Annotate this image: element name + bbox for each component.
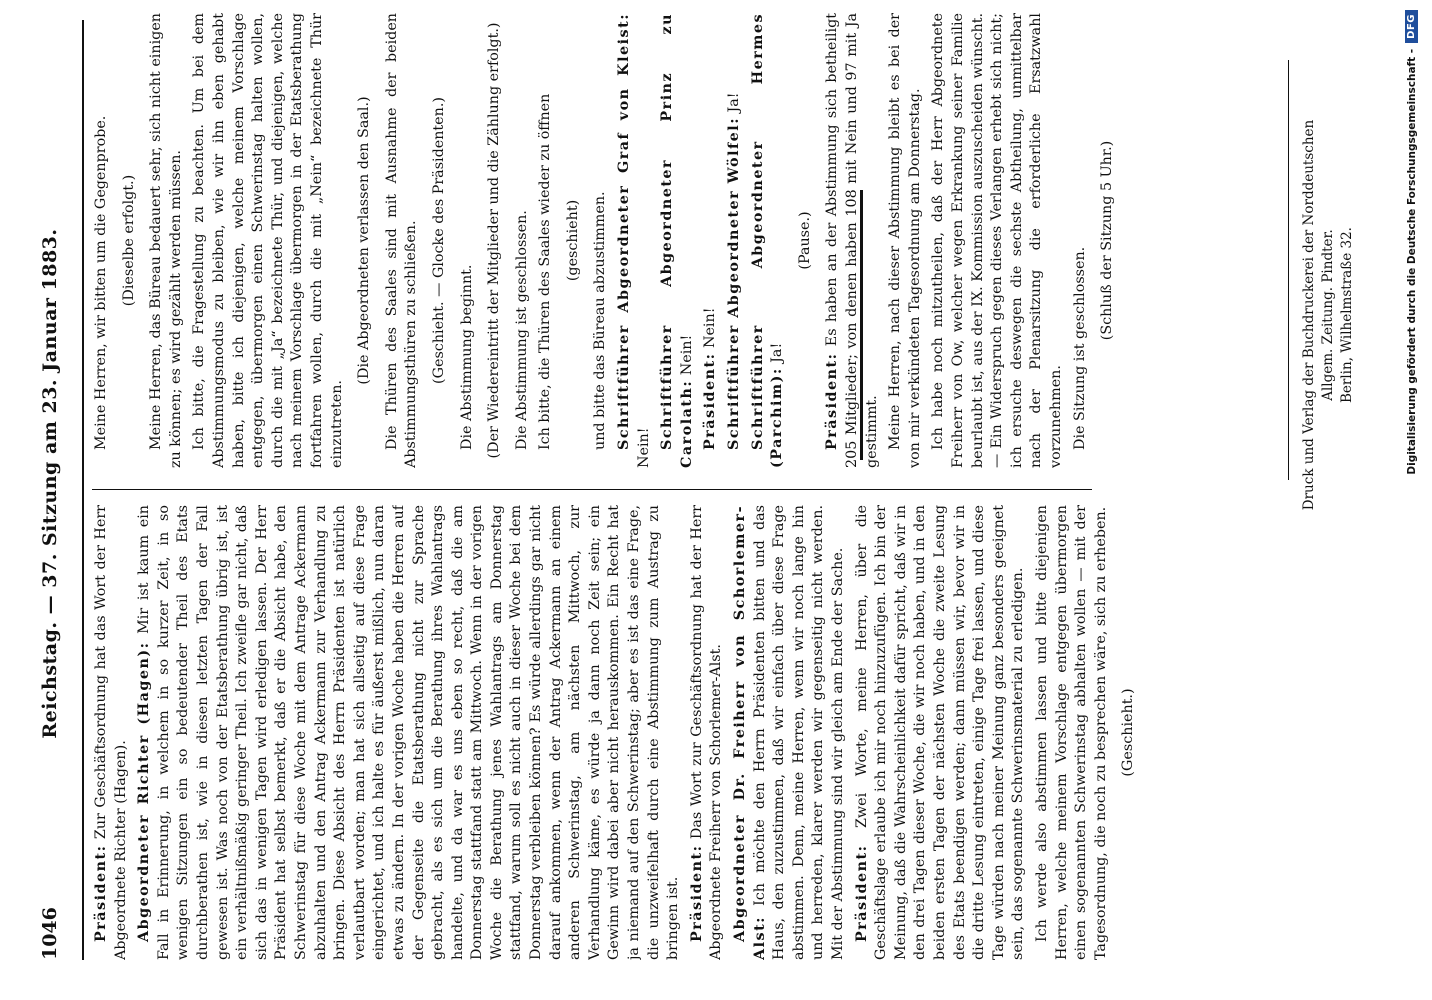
speaker-label: Präsident: bbox=[93, 844, 109, 942]
speaker-label: Schriftführer Abgeordneter Graf von Kleist: bbox=[616, 13, 633, 450]
paragraph bbox=[688, 505, 727, 960]
speaker-label: Schriftführer Abgeordneter Wölfel: bbox=[726, 117, 743, 450]
paragraph-text: (Geschieht. — Glocke des Präsidenten.) bbox=[430, 97, 447, 384]
speaker-label: Präsident: bbox=[853, 844, 870, 942]
paragraph-text: (Die Abgeordneten verlassen den Saal.) bbox=[356, 96, 373, 385]
digitization-footer bbox=[1405, 10, 1418, 480]
paragraph bbox=[725, 13, 745, 468]
speaker-label: Präsident: bbox=[824, 352, 841, 450]
paragraph-text: Ich werde also abstimmen lassen und bitte diejenigen Herren, welche meinem Vorschlage entgegen übermorgen einen sogenannten Schwerinstag abhalten wollen — mit der Tagesordnung, die noch zu besprechen wäre, sich zu erheben. bbox=[1033, 505, 1109, 960]
paragraph bbox=[929, 13, 1066, 468]
paragraph bbox=[355, 13, 375, 468]
paragraph-text: Nein! bbox=[702, 307, 719, 349]
paragraph bbox=[615, 13, 654, 468]
paragraph-text: Mir ist kaum ein Fall in Erinnerung, in welchem in so kurzer Zeit, in so wenigen Sitzungen ein so bedeutender Theil des Etats durchberathen ist, wie in diesen letzten Tagen der Fall gewesen ist. Was noch von der Etatsberathung übrig ist, ist ein verhältnißmäßig geringer Theil. Ich zweifle gar nicht, daß sich das in wenigen Tagen wird erledigen lassen. Der Herr Präsident hat selbst bemerkt, daß er die Absicht habe, den Schwerinstag für diese Woche mit dem Antrage Ackermann abzuhalten und den Antrag Ackermann zur Verhandlung zu bringen. Diese Absicht des Herrn Präsidenten ist natürlich verlautbart worden; man hat sich allseitig auf diese Frage eingerichtet, und ich halte es für äußerst mißlich, nun daran etwas zu ändern. In der vorigen Woche haben die Herren auf der Gegenseite die Etatsberathung nicht zur Sprache gebracht, als es sich um die Berathung ihres Wahlantrags handelte, und da war es uns eben so recht, daß die am Donnerstag stattfand statt am Mittwoch. Wenn in der vorigen Woche die Berathung jenes Wahlantrags am Donnerstag stattfand, warum soll es nicht auch in dieser Woche bei dem Donnerstag verbleiben können? Es würde allerdings gar nicht darauf ankommen, wenn der Antrag Ackermann an einem anderen Schwerinstag, am nächsten Mittwoch, zur Verhandlung käme, es würde ja dann noch Zeit sein; ein Gewinn wird dabei aber nicht herauskommen. Ein Recht hat ja niemand auf den Schwerinstag; aber es ist das eine Frage, die unzweifelhaft durch eine Abstimmung zum Austrag zu bringen ist. bbox=[136, 505, 682, 960]
paragraph bbox=[120, 13, 140, 468]
paragraph-text: Ich habe noch mitzutheilen, daß der Herr Abgeordnete Freiherr von Ow, welcher wegen Erkrankung seiner Familie beurlaubt ist, aus der IX. Kommission auszuscheiden wünscht. — Ein Widerspruch gegen dieses Verlangen erhebt sich nicht; ich ersuche deswegen die sechste Abtheilung, unmittelbar nach der Plenarsitzung die erforderliche Ersatzwahl vorzunehmen. bbox=[930, 13, 1064, 468]
speaker-label: Abgeordneter Richter (Hagen): bbox=[136, 641, 153, 942]
paragraph-text: und bitte das Büreau abzustimmen. bbox=[592, 191, 609, 450]
section-rule bbox=[860, 190, 863, 460]
imprint bbox=[1300, 95, 1357, 535]
imprint-line-1: Druck und Verlag der Buchdruckerei der Norddeutschen Allgem. Zeitung. Pindter. bbox=[1301, 119, 1336, 511]
paragraph-text: Ich bitte, die Fragestellung zu beachten. Um bei dem Abstimmungsmodus zu bleiben, wie wir ihn eben gehabt haben, bitte ich diejenigen, welche meinem Vorschlage entgegen, übermorgen einen Schwerinstag halten wollen, durch die mit „Ja“ bezeichnete Thür, und diejenigen, welche nach meinem Vorschlage übermorgen in der Etatsberathung fortfahren wollen, durch die mit „Nein“ bezeichnete Thür einzutreten. bbox=[191, 13, 345, 468]
paragraph bbox=[731, 505, 849, 960]
speaker-label: Schriftführer Abgeordneter Prinz zu Carolath: bbox=[659, 13, 695, 468]
paragraph-text: Meine Herren, das Büreau bedauert sehr, sich nicht einigen zu können; es wird gezählt werden müssen. bbox=[148, 13, 184, 468]
imprint-line-2: Berlin, Wilhelmstraße 32. bbox=[1339, 227, 1355, 403]
paragraph bbox=[564, 13, 584, 468]
paragraph-text: Meine Herren, wir bitten um die Gegenprobe. bbox=[93, 115, 109, 450]
paragraph-text: Zur Geschäftsordnung hat das Wort der Herr Abgeordnete Richter (Hagen). bbox=[93, 505, 129, 960]
paragraph bbox=[383, 13, 422, 468]
paragraph bbox=[430, 13, 450, 468]
paragraph-text: (geschieht) bbox=[564, 199, 581, 282]
digitization-note: Digitalisierung gefördert durch die Deutsche Forschungsgemeinschaft - bbox=[1405, 48, 1418, 475]
page-title: Reichstag. — 37. Sitzung am 23. Januar 1883. bbox=[39, 228, 61, 739]
paragraph bbox=[485, 13, 505, 468]
paragraph-text: Die Abstimmung ist geschlossen. bbox=[513, 210, 530, 450]
paragraph-text: Ich bitte, die Thüren des Saales wieder zu öffnen bbox=[537, 93, 554, 450]
paragraph bbox=[1071, 13, 1091, 468]
left-column bbox=[92, 505, 1152, 960]
paragraph-text: (Dieselbe erfolgt.) bbox=[120, 174, 137, 307]
paragraph bbox=[853, 505, 1029, 960]
paragraph-text: (Der Wiedereintritt der Mitglieder und die Zählung erfolgt.) bbox=[486, 22, 503, 459]
paragraph-text: Meine Herren, nach dieser Abstimmung bleibt es bei der von mir verkündeten Tagesordnung am Donnerstag. bbox=[887, 13, 923, 468]
imprint-rule bbox=[1288, 60, 1289, 480]
paragraph bbox=[796, 13, 816, 468]
paragraph bbox=[823, 13, 882, 468]
paragraph-text: (Pause.) bbox=[796, 211, 813, 270]
speaker-label: Schriftführer Abgeordneter Hermes (Parchim): bbox=[749, 13, 786, 468]
paragraph-text: Es haben an der Abstimmung sich betheiligt 205 Mitglieder; von denen haben 108 mit Nein und 97 mit Ja gestimmt. bbox=[824, 13, 880, 468]
right-column bbox=[92, 13, 1152, 468]
paragraph bbox=[701, 13, 721, 468]
paragraph-text: Nein! bbox=[678, 334, 695, 376]
paragraph bbox=[92, 505, 131, 960]
paragraph bbox=[190, 13, 347, 468]
paragraph-text: Die Sitzung ist geschlossen. bbox=[1071, 246, 1088, 450]
paragraph bbox=[591, 13, 611, 468]
paragraph-text: Ja! bbox=[769, 342, 786, 363]
paragraph-text: (Schluß der Sitzung 5 Uhr.) bbox=[1099, 140, 1116, 341]
paragraph-text: Die Thüren des Saales sind mit Ausnahme der beiden Abstimmungsthüren zu schließen. bbox=[383, 13, 420, 468]
paragraph-text: Ja! bbox=[726, 92, 743, 113]
paragraph bbox=[1098, 13, 1118, 468]
speaker-label: Präsident: bbox=[688, 844, 705, 942]
paragraph bbox=[886, 13, 925, 468]
paragraph-text: Das Wort zur Geschäftsordnung hat der Herr Abgeordnete Freiherr von Schorlemer-Alst. bbox=[688, 505, 725, 960]
speaker-label: Abgeordneter Dr. Freiherr von Schorlemer-Alst: bbox=[732, 505, 768, 960]
paragraph bbox=[658, 13, 697, 468]
paragraph bbox=[135, 505, 684, 960]
paragraph bbox=[1119, 505, 1139, 960]
header-rule bbox=[82, 20, 84, 960]
paragraph bbox=[513, 13, 533, 468]
paragraph-text: Zwei Worte, meine Herren, über die Geschäftslage erlaube ich mir noch hinzuzufügen. Ich bin der Meinung, daß die Wahrscheinlichkeit dafür spricht, daß wir in den drei Tagen dieser Woche, die wir noch haben, und in den beiden ersten Tagen der nächsten Woche die zweite Lesung des Etats beendigen werden; dann müssen wir, bevor wir in die dritte Lesung eintreten, einige Tage frei lassen, und diese Tage würden nach meiner Meinung ganz besonders geeignet sein, das sogenannte Schwerinsmaterial zu erledigen. bbox=[853, 505, 1027, 960]
paragraph-text: Nein! bbox=[635, 427, 652, 468]
paragraph bbox=[536, 13, 556, 468]
paragraph-text: Die Abstimmung beginnt. bbox=[458, 264, 475, 450]
page-header bbox=[28, 20, 72, 960]
paragraph-text: Ich möchte den Herrn Präsidenten bitten und das Haus, den zuzustimmen, daß wir einfach über diese Frage abstimmen. Denn, meine Herren, wenn wir noch lange hin und herreden, klarer werden wir gegenseitig nicht werden. Mit der Abstimmung sind wir gleich am Ende der Sache. bbox=[751, 505, 846, 960]
paragraph bbox=[458, 13, 478, 468]
speaker-label: Präsident: bbox=[702, 352, 719, 450]
paragraph-text: (Geschieht.) bbox=[1120, 688, 1137, 777]
paragraph bbox=[147, 13, 186, 468]
paragraph bbox=[749, 13, 788, 468]
paragraph bbox=[92, 13, 112, 468]
paragraph bbox=[1033, 505, 1111, 960]
column-divider bbox=[92, 489, 1092, 490]
page-number: 1046 bbox=[39, 907, 61, 960]
dfg-logo: DFG bbox=[1405, 10, 1418, 43]
